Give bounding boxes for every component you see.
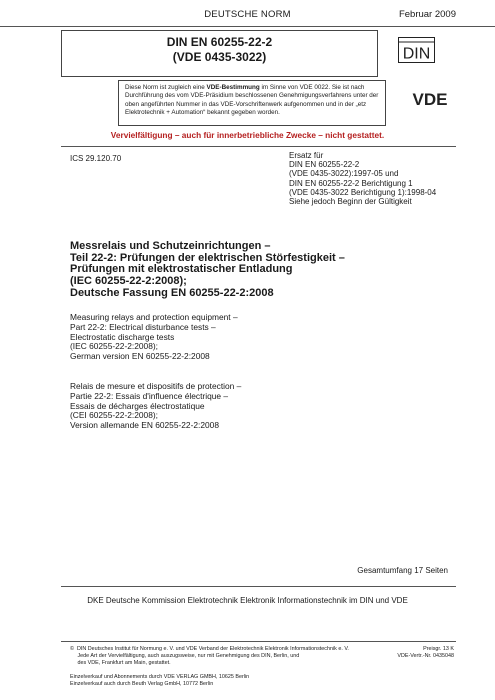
replacement-line: DIN EN 60255-22-2 — [289, 160, 360, 170]
replacement-line: (VDE 0435-3022 Berichtigung 1):1998-04 — [289, 187, 437, 197]
divider — [61, 586, 456, 587]
divider — [61, 146, 456, 147]
document-header — [0, 0, 495, 27]
vde-contract-number: VDE-Vertr.-Nr. 0435048 — [397, 653, 454, 659]
dke-commission: DKE Deutsche Kommission Elektrotechnik Elektronik Informationstechnik im DIN und VDE — [87, 596, 408, 605]
title-english-line: Part 22-2: Electrical disturbance tests – — [70, 321, 216, 332]
title-english — [70, 313, 238, 362]
price-group: Preisgr. 13 K — [423, 646, 454, 652]
title-german-line: Deutsche Fassung EN 60255-22-2:2008 — [70, 286, 274, 299]
title-french-line: Partie 22-2: Essais d'influence électrique – — [70, 390, 229, 401]
title-french — [70, 382, 241, 431]
din-logo — [398, 37, 435, 63]
replacement-line: (VDE 0435-3022):1997-05 und — [289, 169, 399, 179]
sales-info: Einzelverkauf und Abonnements durch VDE VERLAG GMBH, 10625 Berlin Einzelverkauf auch durch Beuth Verlag GmbH, 10772 Berlin — [70, 674, 250, 687]
vde-notice-box — [118, 80, 386, 126]
vde-logo — [402, 89, 458, 109]
price-info — [397, 646, 454, 660]
replacement-line: Ersatz für — [289, 151, 324, 160]
vde-notice-text: Diese Norm ist zugleich eine VDE-Bestimmung im Sinne von VDE 0022. Sie ist nach Durchführung des vom VDE-Präsidium beschlossenen Genehmigungsverfahrens unter der oben angeführten Nummer in das VDE-Vorschriftenwerk aufgenommen und in der „etz Elektrotechnik + Automation“ bekannt gegeben worden. — [125, 84, 379, 117]
title-english-line: Measuring relays and protection equipment – — [70, 312, 238, 322]
publication-date: Februar 2009 — [398, 9, 456, 20]
title-english-line: German version EN 60255-22-2:2008 — [70, 351, 210, 362]
title-german-line: Prüfungen mit elektrostatischer Entladung — [70, 263, 293, 276]
title-german-line: Teil 22-2: Prüfungen der elektrischen Störfestigkeit – — [70, 251, 345, 264]
replacement-info — [289, 151, 436, 206]
replacement-line: DIN EN 60255-22-2 Berichtigung 1 — [289, 178, 413, 188]
total-pages: Gesamtumfang 17 Seiten — [357, 566, 448, 575]
title-french-line: Relais de mesure et dispositifs de protection – — [70, 381, 242, 391]
standard-number-box — [61, 30, 378, 77]
title-german — [70, 241, 345, 300]
title-english-line: (IEC 60255-22-2:2008); — [70, 341, 158, 352]
divider — [61, 641, 456, 642]
replacement-line: Siehe jedoch Beginn der Gültigkeit — [289, 197, 412, 207]
title-english-line: Electrostatic discharge tests — [70, 331, 175, 342]
reproduction-notice: Vervielfältigung – auch für innerbetriebliche Zwecke – nicht gestattet. — [110, 130, 385, 140]
standard-number: DIN EN 60255-22-2 — [166, 35, 273, 49]
vde-classification: (VDE 0435-3022) — [172, 50, 267, 64]
title-german-line: (IEC 60255-22-2:2008); — [70, 275, 187, 288]
copyright-notice: © DIN Deutsches Institut für Normung e. V. und VDE Verband der Elektrotechnik Elektronik Informationstechnik e. V. Jede Art der Vervielfältigung, auch auszugsweise, nur mit Genehmigung des DIN, Berlin, und des VDE, Frankfurt am Main, gestattet. — [70, 646, 349, 666]
title-french-line: Version allemande EN 60255-22-2:2008 — [70, 420, 219, 431]
vde-logo-text: VDE — [412, 90, 448, 109]
title-french-line: Essais de décharges électrostatique — [70, 400, 205, 411]
title-german-line: Messrelais und Schutzeinrichtungen – — [70, 240, 271, 252]
title-french-line: (CEI 60255-22-2:2008); — [70, 410, 158, 421]
din-logo-text: DIN — [402, 45, 431, 63]
norm-type-label: DEUTSCHE NORM — [204, 9, 291, 20]
ics-code: ICS 29.120.70 — [70, 154, 122, 163]
